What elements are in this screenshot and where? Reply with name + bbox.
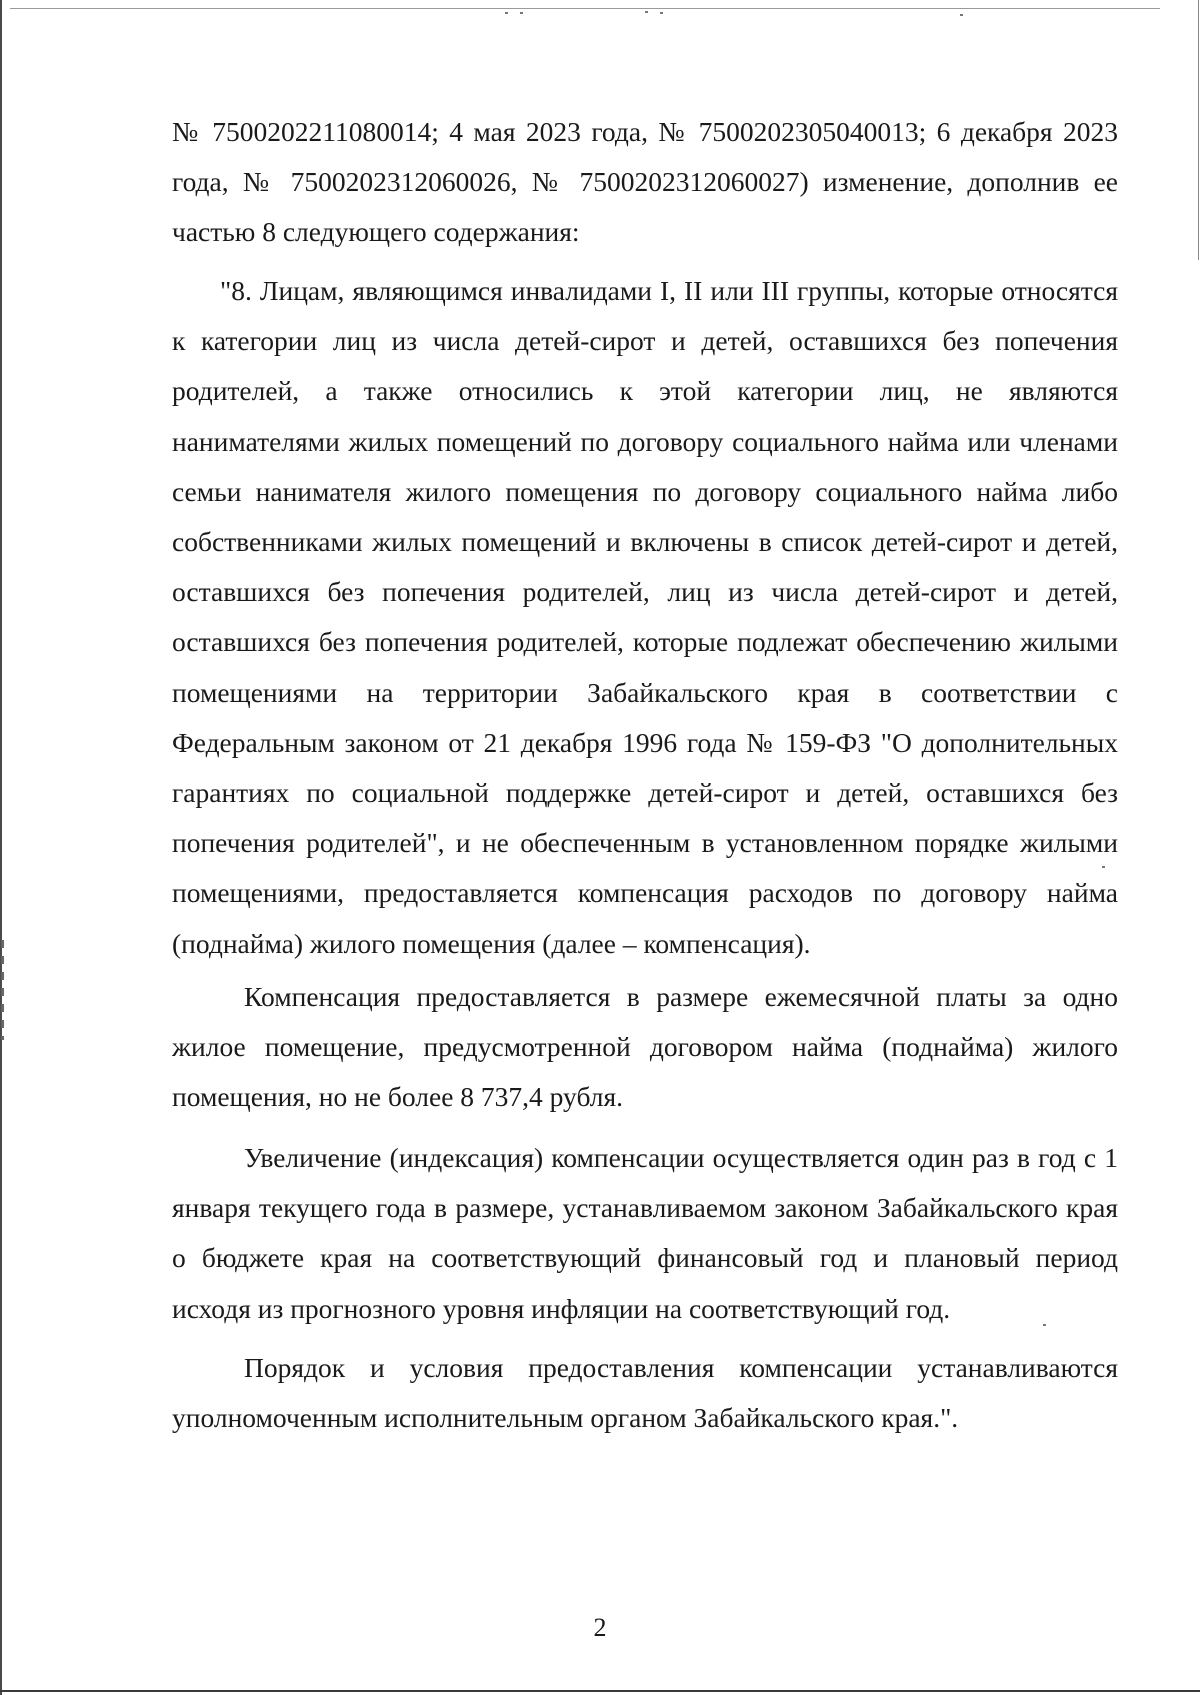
continuation-paragraph xyxy=(172,107,1118,258)
scan-edge-top xyxy=(10,8,1160,9)
scan-speck xyxy=(960,14,963,16)
scan-speck xyxy=(645,11,648,13)
procedure-text: Порядок и условия предоставления компенсации устанавливаются уполномоченным исполнительным органом Забайкальского края.". xyxy=(172,1352,1118,1434)
scan-speck xyxy=(505,12,508,14)
indexation-paragraph xyxy=(172,1133,1118,1334)
scan-binding-marks xyxy=(1,940,4,1040)
part-8-paragraph xyxy=(172,266,1118,969)
compensation-size-paragraph xyxy=(172,972,1118,1123)
scan-edge-left xyxy=(0,0,2,1695)
page-number: 2 xyxy=(593,1613,607,1642)
indexation-text: Увеличение (индексация) компенсации осуществляется один раз в год с 1 января текущего года в размере, устанавливаемом законом Забайкальского края о бюджете края на соответствующий финансовый год и плановый период исходя из прогнозного уровня инфляции на соответствующий год. xyxy=(172,1142,1118,1324)
continuation-text: № 7500202211080014; 4 мая 2023 года, № 7500202305040013; 6 декабря 2023 года, № 7500202312060026, № 7500202312060027) изменение, дополнив ее частью 8 следующего содержания: xyxy=(172,116,1118,248)
part-8-text: "8. Лицам, являющимся инвалидами I, II или III группы, которые относятся к категории лиц из числа детей-сирот и детей, оставшихся без попечения родителей, а также относились к этой категории лиц, не являются нанимателями жилых помещений по договору социального найма или членами семьи нанимателя жилого помещения по договору социального найма либо собственниками жилых помещений и включены в список детей-сирот и детей, оставшихся без попечения родителей, лиц из числа детей-сирот и детей, оставшихся без попечения родителей, которые подлежат обеспечению жилыми помещениями на территории Забайкальского края в соответствии с Федеральным законом от 21 декабря 1996 года № 159-ФЗ "О дополнительных гарантиях по социальной поддержке детей-сирот и детей, оставшихся без попечения родителей", и не обеспеченным в установленном порядке жилыми помещениями, предоставляется компенсация расходов по договору найма (поднайма) жилого помещения (далее – компенсация). xyxy=(172,275,1118,959)
scan-speck xyxy=(520,12,523,14)
scan-speck xyxy=(660,12,663,14)
compensation-size-text: Компенсация предоставляется в размере ежемесячной платы за одно жилое помещение, предусмотренной договором найма (поднайма) жилого помещения, но не более 8 737,4 рубля. xyxy=(172,981,1118,1113)
procedure-paragraph xyxy=(172,1343,1118,1443)
scan-edge-bottom xyxy=(0,1690,1200,1692)
scan-edge-right xyxy=(1198,0,1199,260)
